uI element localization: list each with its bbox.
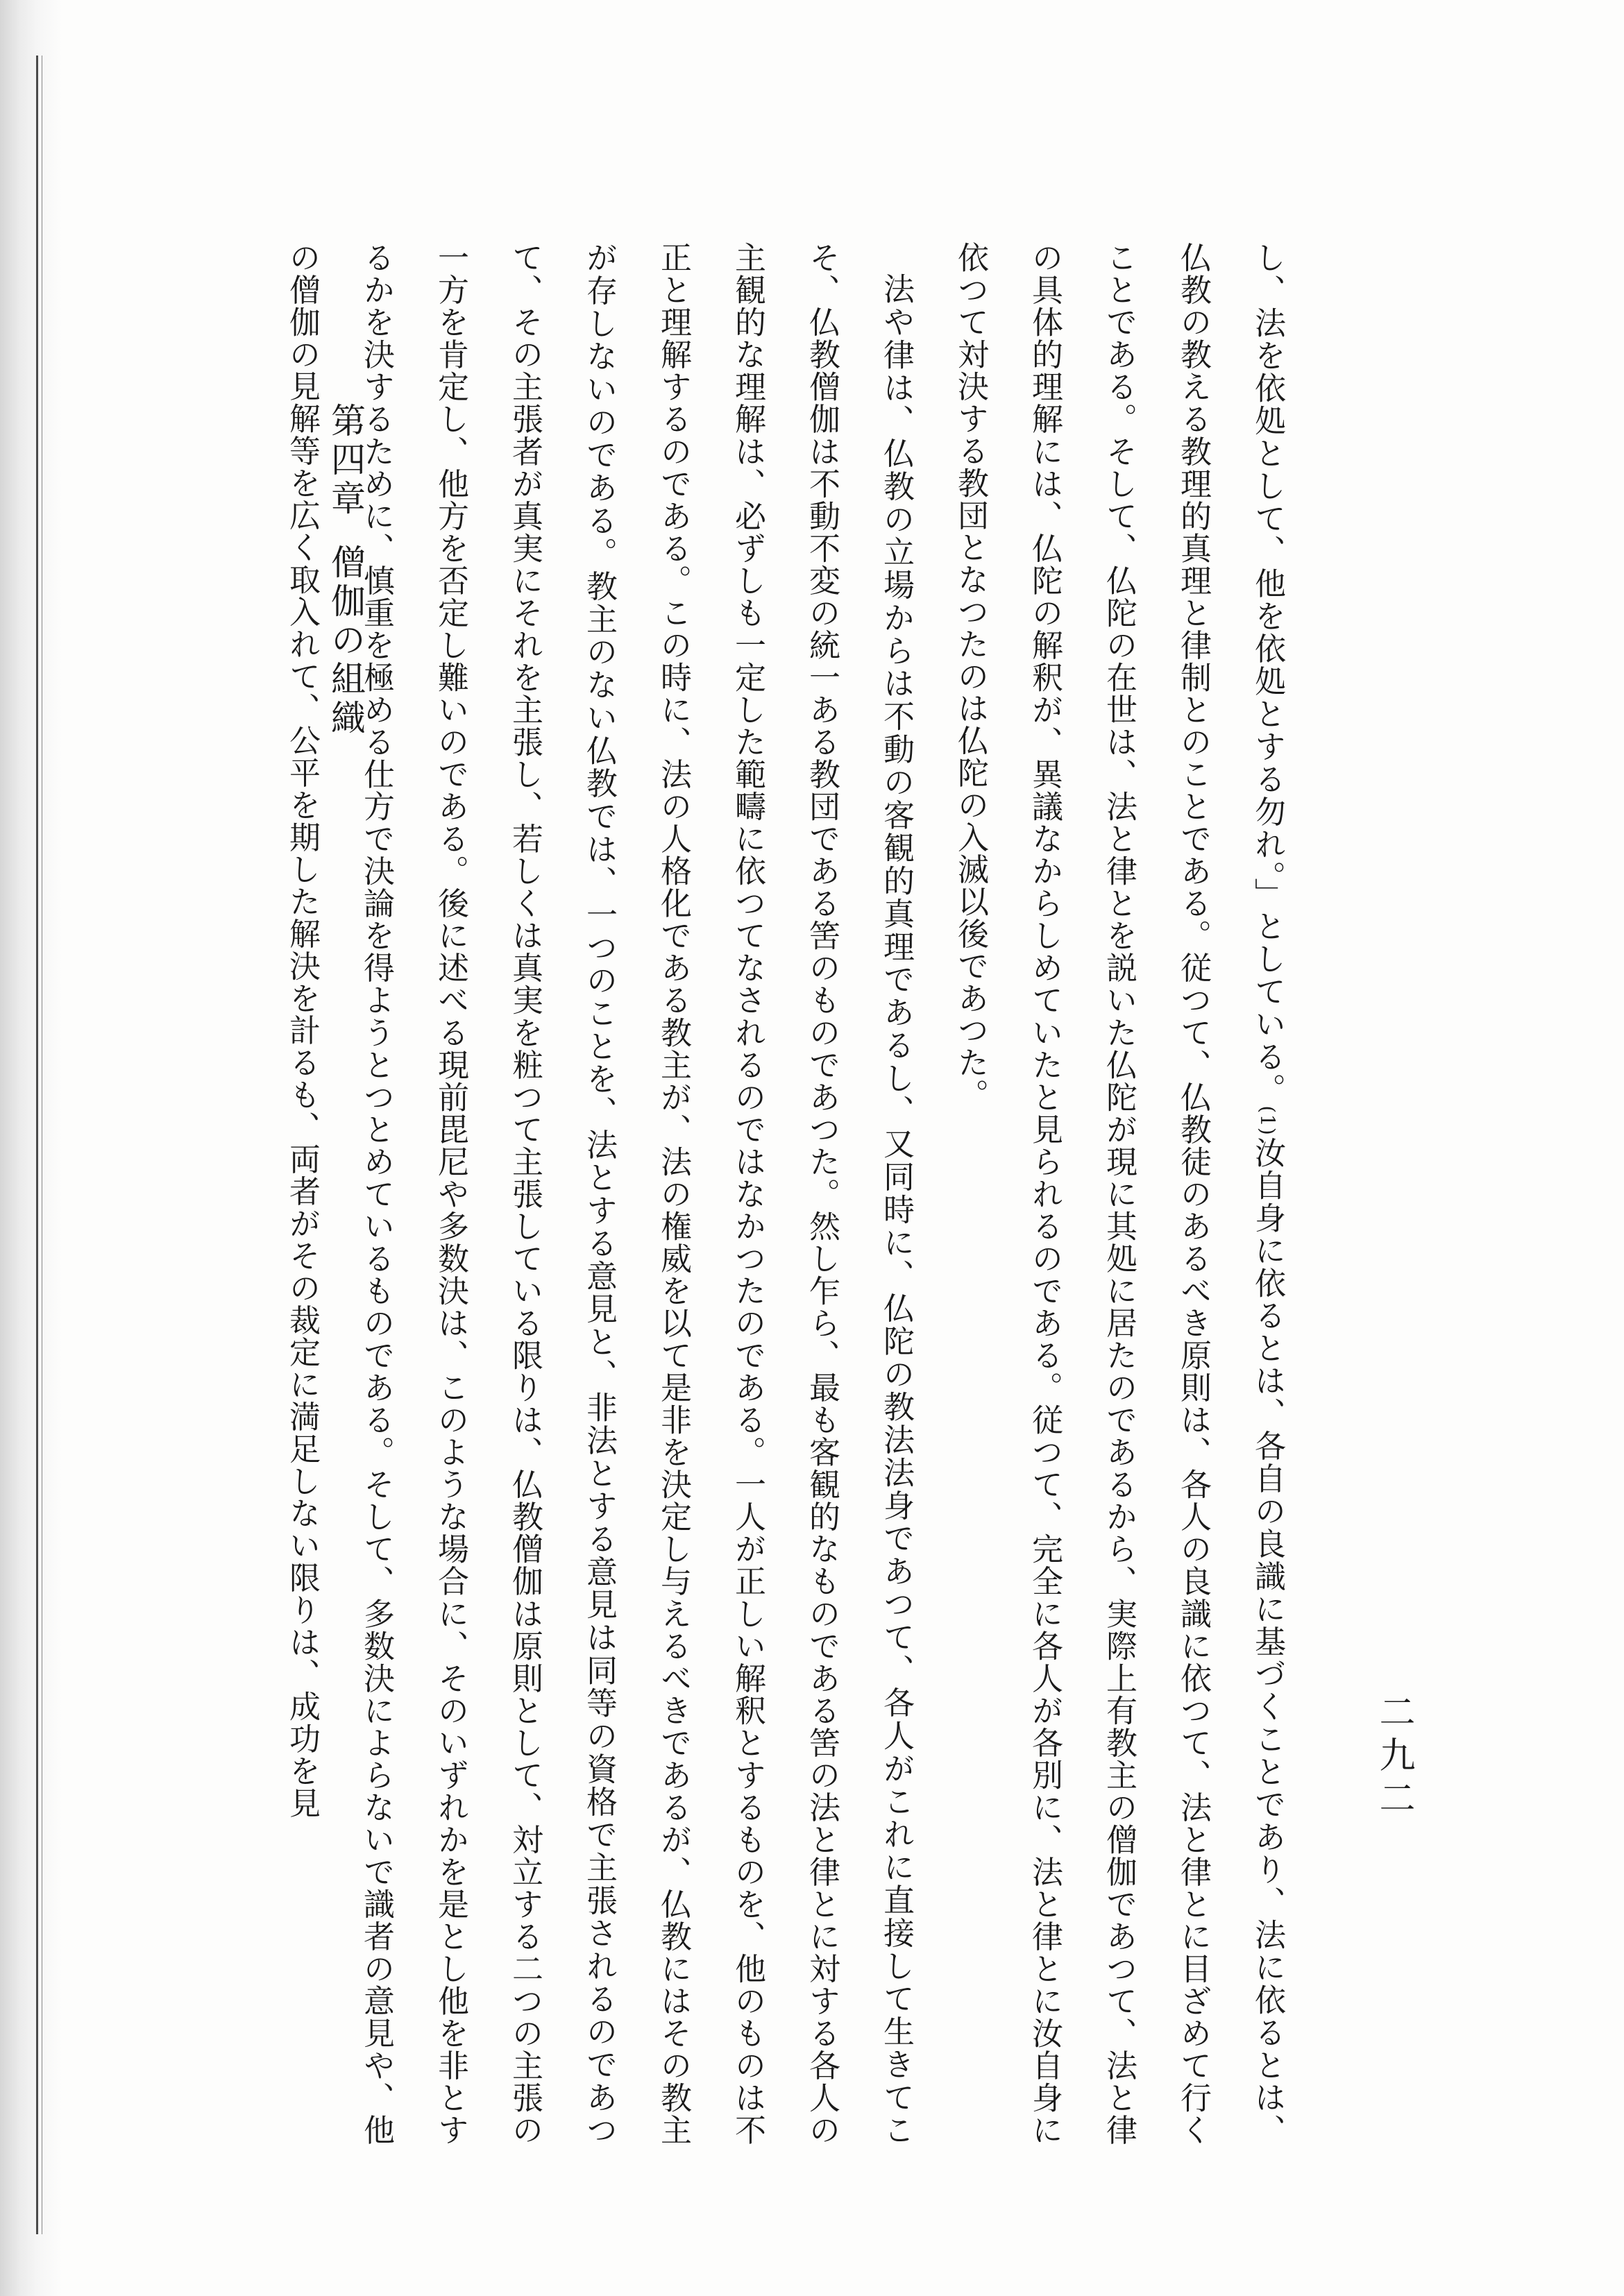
paragraph-continuation bbox=[933, 241, 1305, 2146]
body-text bbox=[236, 241, 1305, 2146]
paragraph: 法や律は、仏教の立場からは不動の客観的真理であるし、又同時に、仏陀の教法法身であつて、各人がこれに直接して生きてこそ、仏教僧伽は不動不変の統一ある教団である筈のものであつた。然し乍ら、最も客観的なものである筈の法と律とに対する各人の主観的な理解は、必ずしも一定した範疇に依つてなされるのではなかつたのである。一人が正しい解釈とするものを、他のものは不正と理解するのである。この時に、法の人格化である教主が、法の権威を以て是非を決定し与えるべきであるが、仏教にはその教主が存しないのである。教主のない仏教では、一つのことを、法とする意見と、非法とする意見は同等の資格で主張されるのであつて、その主張者が真実にそれを主張し、若しくは真実を粧つて主張している限りは、仏教僧伽は原則として、対立する二つの主張の一方を肯定し、他方を否定し難いのである。後に述べる現前毘尼や多数決は、このような場合に、そのいずれかを是とし他を非とするかを決するために、慎重を極める仕方で決論を得ようとつとめているものである。そして、多数決によらないで識者の意見や、他の僧伽の見解等を広く取入れて、公平を期した解決を計るも、両者がその裁定に満足しない限りは、成功を見 bbox=[284, 241, 915, 2146]
page-number: 二九二 bbox=[1373, 1693, 1414, 1822]
paragraph-text: し、法を依処として、他を依処とする勿れ。」としている。 bbox=[1249, 241, 1286, 1106]
paragraph-text-continued: 汝自身に依るとは、各自の良識に基づくことであり、法に依るとは、仏教の教える教理的真理と律制とのことである。従つて、仏教徒のあるべき原則は、各人の良識に依つて、法と律とに目ざめて行くことである。そして、仏陀の在世は、法と律とを説いた仏陀が現に其処に居たのであるから、実際上有教主の僧伽であつて、法と律の具体的理解には、仏陀の解釈が、異議なからしめていたと見られるのである。従つて、完全に各人が各別に、法と律とに汝自身に依つて対決する教団となつたのは仏陀の入滅以後であつた。 bbox=[952, 241, 1286, 2146]
binding-edge-line bbox=[36, 56, 38, 2234]
chapter-title: 僧伽の組織 bbox=[325, 544, 366, 738]
chapter-number: 第四章 bbox=[325, 402, 366, 519]
footnote-reference: (1) bbox=[1256, 1105, 1279, 1137]
binding-shadow bbox=[0, 0, 62, 2296]
